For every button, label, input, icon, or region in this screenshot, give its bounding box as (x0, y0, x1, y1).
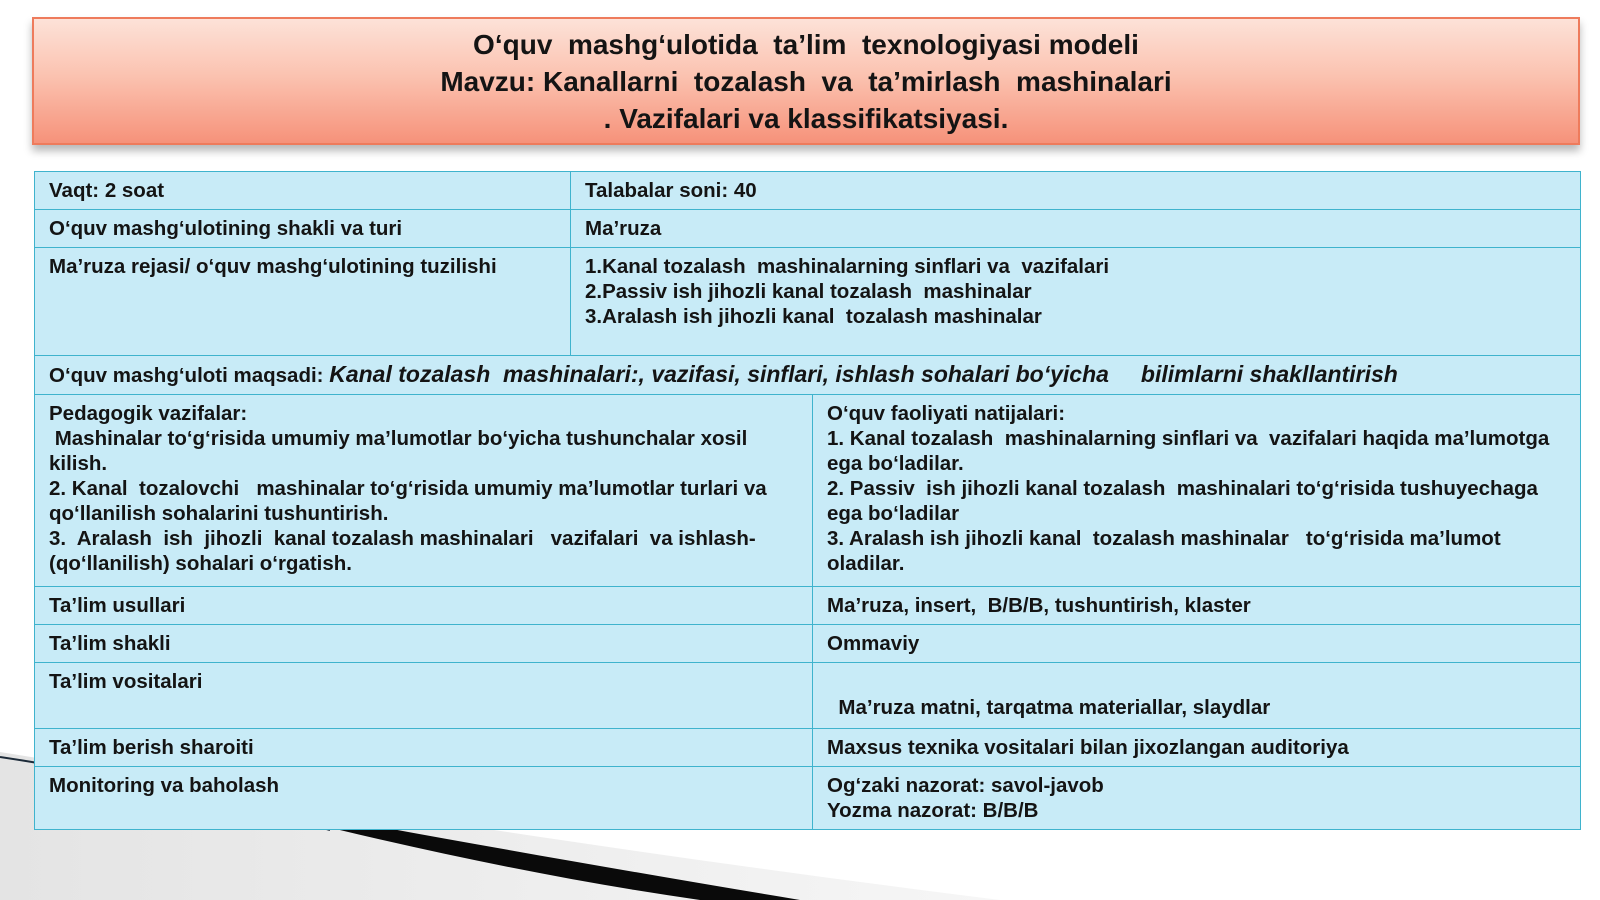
tools-label: Ta’lim vositalari (35, 663, 813, 729)
tools-value: Ma’ruza matni, tarqatma materiallar, slaydlar (813, 663, 1581, 729)
plan-item: 1.Kanal tozalash mashinalarning sinflari va vazifalari (585, 255, 1110, 278)
table-row (35, 663, 1581, 729)
table-row (35, 395, 1581, 587)
goal-cell (35, 356, 1581, 395)
plan-label: Ma’ruza rejasi/ o‘quv mashg‘ulotining tuzilishi (35, 248, 571, 356)
shape-label: Ta’lim shakli (35, 625, 813, 663)
form-label: O‘quv mashg‘ulotining shakli va turi (35, 210, 571, 248)
table-row (35, 356, 1581, 395)
monitoring-line: Yozma nazorat: B/B/B (827, 799, 1039, 822)
shape-value: Ommaviy (813, 625, 1581, 663)
goal-value: Kanal tozalash mashinalari:, vazifasi, sinflari, ishlash sohalari bo‘yicha bilimlarni shakllantirish (329, 361, 1398, 387)
table-row (35, 172, 1581, 210)
learning-results-cell (813, 395, 1581, 587)
title-line-3: . Vazifalari va klassifikatsiyasi. (603, 102, 1009, 134)
learning-result-item: 2. Passiv ish jihozli kanal tozalash mashinalari to‘g‘risida tushuyechaga ega bo‘ladilar (827, 477, 1550, 525)
pedagogical-tasks-cell (35, 395, 813, 587)
form-value: Ma’ruza (571, 210, 1581, 248)
learning-result-item: 1. Kanal tozalash mashinalarning sinflari va vazifalari haqida ma’lumotga ega bo‘ladilar. (827, 427, 1555, 475)
title-line-1: O‘quv mashg‘ulotida ta’lim texnologiyasi modeli (473, 28, 1139, 60)
plan-item: 2.Passiv ish jihozli kanal tozalash mashinalar (585, 280, 1032, 303)
table-row (35, 767, 1581, 830)
learning-results-title: O‘quv faoliyati natijalari: (827, 402, 1066, 425)
slide-title-box (32, 17, 1580, 145)
time-cell: Vaqt: 2 soat (35, 172, 571, 210)
pedagogical-tasks-title: Pedagogik vazifalar: (49, 402, 248, 425)
conditions-value: Maxsus texnika vositalari bilan jixozlangan auditoriya (813, 729, 1581, 767)
conditions-label: Ta’lim berish sharoiti (35, 729, 813, 767)
table-row (35, 587, 1581, 625)
table-row (35, 729, 1581, 767)
plan-list (571, 248, 1581, 356)
plan-item: 3.Aralash ish jihozli kanal tozalash mashinalar (585, 305, 1042, 328)
pedagogical-task-item: Mashinalar to‘g‘risida umumiy ma’lumotlar bo‘yicha tushunchalar xosil kilish. (49, 427, 754, 475)
monitoring-label: Monitoring va baholash (35, 767, 813, 830)
lesson-model-table (34, 171, 1581, 830)
table-row (35, 210, 1581, 248)
methods-label: Ta’lim usullari (35, 587, 813, 625)
monitoring-values (813, 767, 1581, 830)
table-row (35, 248, 1581, 356)
goal-label: O‘quv mashg‘uloti maqsadi: (49, 364, 330, 387)
title-line-2: Mavzu: Kanallarni tozalash va ta’mirlash mashinalari (440, 65, 1172, 97)
pedagogical-task-item: 3. Aralash ish jihozli kanal tozalash mashinalari vazifalari va ishlash-(qo‘llanilish) sohalari o‘rgatish. (49, 527, 756, 575)
methods-value: Ma’ruza, insert, B/B/B, tushuntirish, klaster (813, 587, 1581, 625)
pedagogical-task-item: 2. Kanal tozalovchi mashinalar to‘g‘risida umumiy ma’lumotlar turlari va qo‘llanilish sohalarini tushuntirish. (49, 477, 773, 525)
students-cell: Talabalar soni: 40 (571, 172, 1581, 210)
learning-result-item: 3. Aralash ish jihozli kanal tozalash mashinalar to‘g‘risida ma’lumot oladilar. (827, 527, 1507, 575)
monitoring-line: Og‘zaki nazorat: savol-javob (827, 774, 1104, 797)
table-row (35, 625, 1581, 663)
